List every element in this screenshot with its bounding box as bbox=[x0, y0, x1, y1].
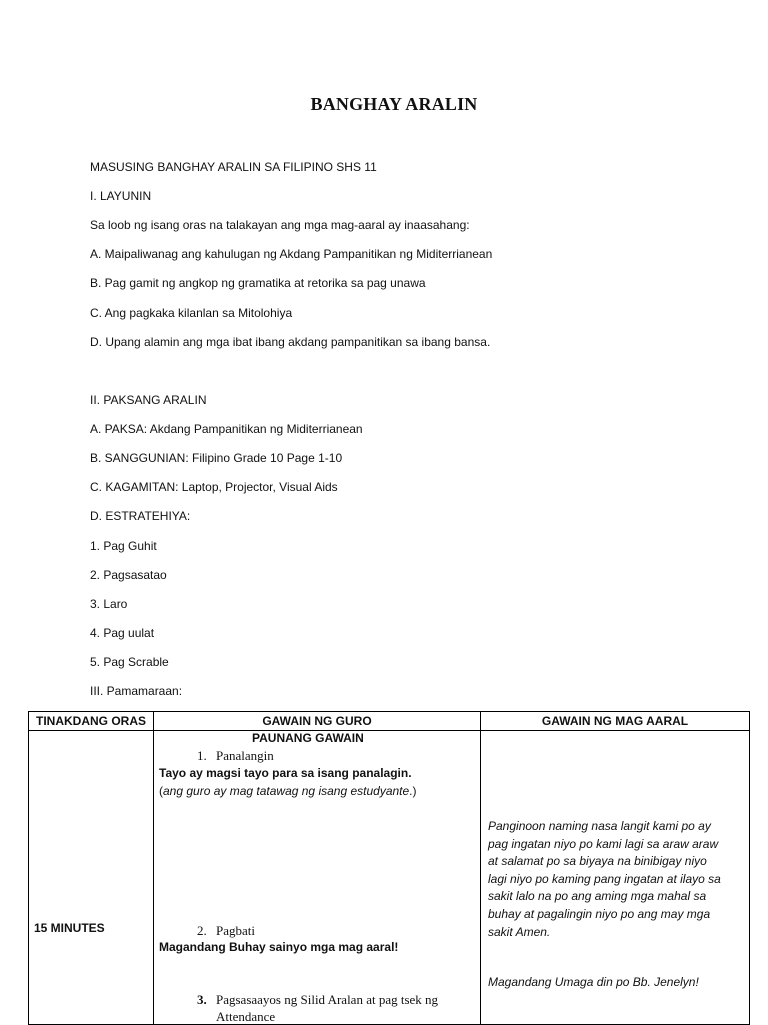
objective-c: C. Ang pagkaka kilanlan sa Mitolohiya bbox=[90, 306, 293, 320]
item1-number: 1. bbox=[197, 748, 207, 763]
item1-instruction: Tayo ay magsi tayo para sa isang panalagin. bbox=[159, 766, 412, 780]
header-gawain-ng-guro: GAWAIN NG GURO bbox=[154, 712, 481, 731]
teacher-heading: PAUNANG GAWAIN bbox=[252, 731, 364, 745]
item1-label: Panalangin bbox=[216, 748, 274, 763]
strategy-item-5: 5. Pag Scrable bbox=[90, 655, 169, 669]
section-heading-pamamaraan: III. Pamamaraan: bbox=[90, 684, 183, 698]
table-row bbox=[29, 731, 750, 1025]
time-cell bbox=[29, 731, 154, 1025]
lesson-plan-table bbox=[28, 711, 750, 1025]
item2-number: 2. bbox=[197, 923, 207, 938]
objective-intro: Sa loob ng isang oras na talakayan ang mga mag-aaral ay inaasahang: bbox=[90, 218, 470, 232]
item2-instruction: Magandang Buhay sainyo mga mag aaral! bbox=[159, 940, 399, 954]
section-heading-paksang-aralin: II. PAKSANG ARALIN bbox=[90, 393, 207, 407]
prayer-line: sakit lalo na po ang aming mga mahal sa bbox=[488, 889, 707, 904]
objective-a: A. Maipaliwanag ang kahulugan ng Akdang Pampanitikan ng Miditerrianean bbox=[90, 247, 493, 261]
strategy-item-3: 3. Laro bbox=[90, 597, 128, 611]
student-greeting: Magandang Umaga din po Bb. Jenelyn! bbox=[488, 975, 699, 989]
prayer-line: buhay at pagalingin niyo po ang may mga bbox=[488, 906, 711, 921]
topic-sanggunian: B. SANGGUNIAN: Filipino Grade 10 Page 1-10 bbox=[90, 451, 343, 465]
item2-label: Pagbati bbox=[216, 923, 255, 938]
student-activity-cell bbox=[481, 731, 750, 1025]
page-title: BANGHAY ARALIN bbox=[310, 94, 478, 114]
prayer-line: Panginoon naming nasa langit kami po ay bbox=[488, 819, 711, 833]
item1-note: (ang guro ay mag tatawag ng isang estudyante.) bbox=[159, 784, 417, 798]
topic-paksa: A. PAKSA: Akdang Pampanitikan ng Miditerrianean bbox=[90, 422, 363, 436]
subtitle: MASUSING BANGHAY ARALIN SA FILIPINO SHS 11 bbox=[90, 160, 377, 174]
header-tinakdang-oras: TINAKDANG ORAS bbox=[29, 712, 154, 731]
strategy-item-1: 1. Pag Guhit bbox=[90, 539, 157, 553]
item3-label-line2: Attendance bbox=[216, 1009, 276, 1024]
student-prayer bbox=[488, 818, 726, 941]
teacher-activity-cell bbox=[154, 731, 481, 1025]
strategy-item-4: 4. Pag uulat bbox=[90, 626, 155, 640]
item3-label-line1: Pagsasaayos ng Silid Aralan at pag tsek ng bbox=[216, 992, 439, 1007]
topic-estratehiya: D. ESTRATEHIYA: bbox=[90, 509, 191, 523]
time-value: 15 MINUTES bbox=[34, 921, 105, 935]
objective-b: B. Pag gamit ng angkop ng gramatika at retorika sa pag unawa bbox=[90, 276, 426, 290]
section-heading-layunin: I. LAYUNIN bbox=[90, 189, 152, 203]
prayer-line: pag ingatan niyo po kami lagi sa araw araw bbox=[488, 836, 719, 851]
objective-d: D. Upang alamin ang mga ibat ibang akdang pampanitikan sa ibang bansa. bbox=[90, 335, 491, 349]
topic-kagamitan: C. KAGAMITAN: Laptop, Projector, Visual Aids bbox=[90, 480, 338, 494]
prayer-line: sakit Amen. bbox=[488, 924, 551, 939]
strategy-item-2: 2. Pagsasatao bbox=[90, 568, 167, 582]
item3-number: 3. bbox=[197, 992, 207, 1007]
prayer-line: at salamat po sa biyaya na binibigay niyo bbox=[488, 854, 707, 869]
prayer-line: lagi niyo po kaming pang ingatan at ilayo sa bbox=[488, 871, 721, 886]
table-header-row bbox=[29, 712, 750, 731]
header-gawain-ng-mag-aaral: GAWAIN NG MAG AARAL bbox=[481, 712, 750, 731]
